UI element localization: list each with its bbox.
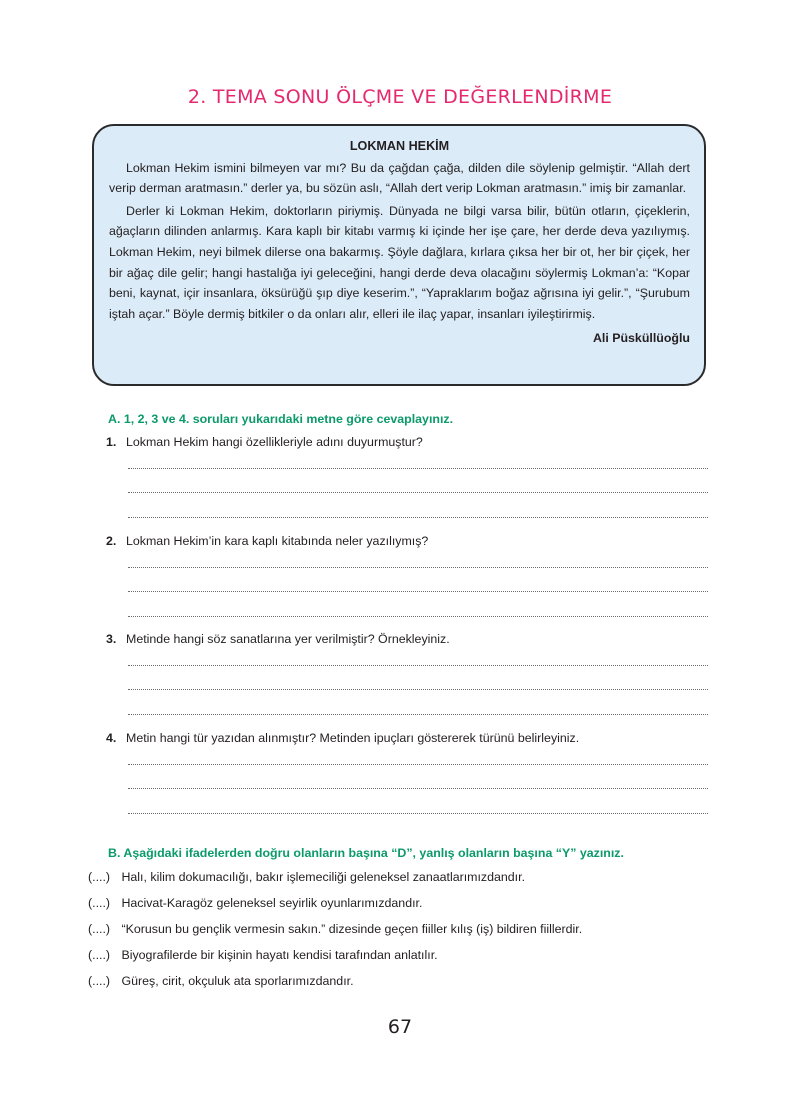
answer-line[interactable]: [128, 689, 708, 690]
section-b-heading: B. Aşağıdaki ifadelerden doğru olanların başına “D”, yanlış olanların başına “Y” yazınız.: [108, 846, 624, 860]
question-3: [106, 632, 708, 646]
answer-blank[interactable]: (....): [88, 896, 111, 910]
question-text: Metinde hangi söz sanatlarına yer verilmiştir? Örnekleyiniz.: [126, 632, 450, 646]
page-number: 67: [387, 1016, 413, 1038]
answer-blank[interactable]: (....): [88, 974, 111, 988]
answer-line[interactable]: [128, 517, 708, 518]
passage-title: LOKMAN HEKİM: [349, 139, 450, 153]
true-false-item: [88, 922, 582, 936]
answer-line[interactable]: [128, 714, 708, 715]
passage-paragraph: Derler ki Lokman Hekim, doktorların piriymiş. Dünyada ne bilgi varsa bilir, bütün otların, çiçeklerin, ağaçların dilinden anlarmış. Kara kaplı bir kitabı varmış ki içinde her işe çare, her derde deva yazılıymış. Lokman Hekim, neyi bilmek dilerse ona bakarmış. Şöyle dağlara, kırlara çıksa her bir ot, her bir çiçek, her bir ağaç dile gelir; hangi hastalığa iyi geleceğini, hangi derde deva olacağını söylermiş Lokman’a: “Kopar beni, kaynat, içir insanlara, öksürüğü şıp diye keserim.”, “Yapraklarım boğaz ağrısına iyi gelir.”, “Şurubum iştah açar.” Böyle dermiş bitkiler o da onları alır, elleri ile ilaç yapar, insanları iyileştirirmiş.: [109, 203, 690, 321]
true-false-item: [88, 948, 438, 962]
section-a-heading: A. 1, 2, 3 ve 4. soruları yukarıdaki metne göre cevaplayınız.: [108, 412, 454, 426]
answer-line[interactable]: [128, 813, 708, 814]
statement-text: Hacivat-Karagöz geleneksel seyirlik oyunlarımızdandır.: [121, 896, 423, 910]
true-false-item: [88, 896, 422, 910]
answer-line[interactable]: [128, 616, 708, 617]
question-text: Lokman Hekim’in kara kaplı kitabında neler yazılıymış?: [126, 534, 429, 548]
answer-line[interactable]: [128, 591, 708, 592]
answer-blank[interactable]: (....): [88, 948, 111, 962]
question-number: 2.: [106, 534, 117, 548]
question-number: 1.: [106, 435, 117, 449]
reading-passage-box: [92, 124, 706, 386]
question-text: Metin hangi tür yazıdan alınmıştır? Metinden ipuçları göstererek türünü belirleyiniz.: [126, 731, 580, 745]
true-false-item: [88, 870, 525, 884]
question-1: [106, 435, 708, 449]
answer-blank[interactable]: (....): [88, 870, 111, 884]
answer-line[interactable]: [128, 665, 708, 666]
answer-blank[interactable]: (....): [88, 922, 111, 936]
statement-text: “Korusun bu gençlik vermesin sakın.” dizesinde geçen fiiller kılış (iş) bildiren fiillerdir.: [121, 922, 583, 936]
question-number: 4.: [106, 731, 117, 745]
passage-author: Ali Püsküllüoğlu: [592, 331, 690, 346]
page-title: 2. TEMA SONU ÖLÇME VE DEĞERLENDİRME: [187, 86, 613, 108]
question-4: [106, 731, 708, 745]
answer-line[interactable]: [128, 788, 708, 789]
statement-text: Biyografilerde bir kişinin hayatı kendisi tarafından anlatılır.: [121, 948, 438, 962]
answer-line[interactable]: [128, 492, 708, 493]
answer-line[interactable]: [128, 764, 708, 765]
statement-text: Güreş, cirit, okçuluk ata sporlarımızdandır.: [121, 974, 354, 988]
question-text: Lokman Hekim hangi özellikleriyle adını duyurmuştur?: [126, 435, 423, 449]
question-number: 3.: [106, 632, 117, 646]
question-2: [106, 534, 708, 548]
true-false-item: [88, 974, 354, 988]
answer-line[interactable]: [128, 468, 708, 469]
passage-paragraph: Lokman Hekim ismini bilmeyen var mı? Bu da çağdan çağa, dilden dile söylenip gelmiştir. “Allah dert verip derman aratmasın.” derler ya, bu sözün aslı, “Allah dert verip Lokman aratmasın.” imiş bir zamanlar.: [109, 160, 690, 196]
statement-text: Halı, kilim dokumacılığı, bakır işlemeciliği geleneksel zanaatlarımızdandır.: [121, 870, 526, 884]
answer-line[interactable]: [128, 567, 708, 568]
